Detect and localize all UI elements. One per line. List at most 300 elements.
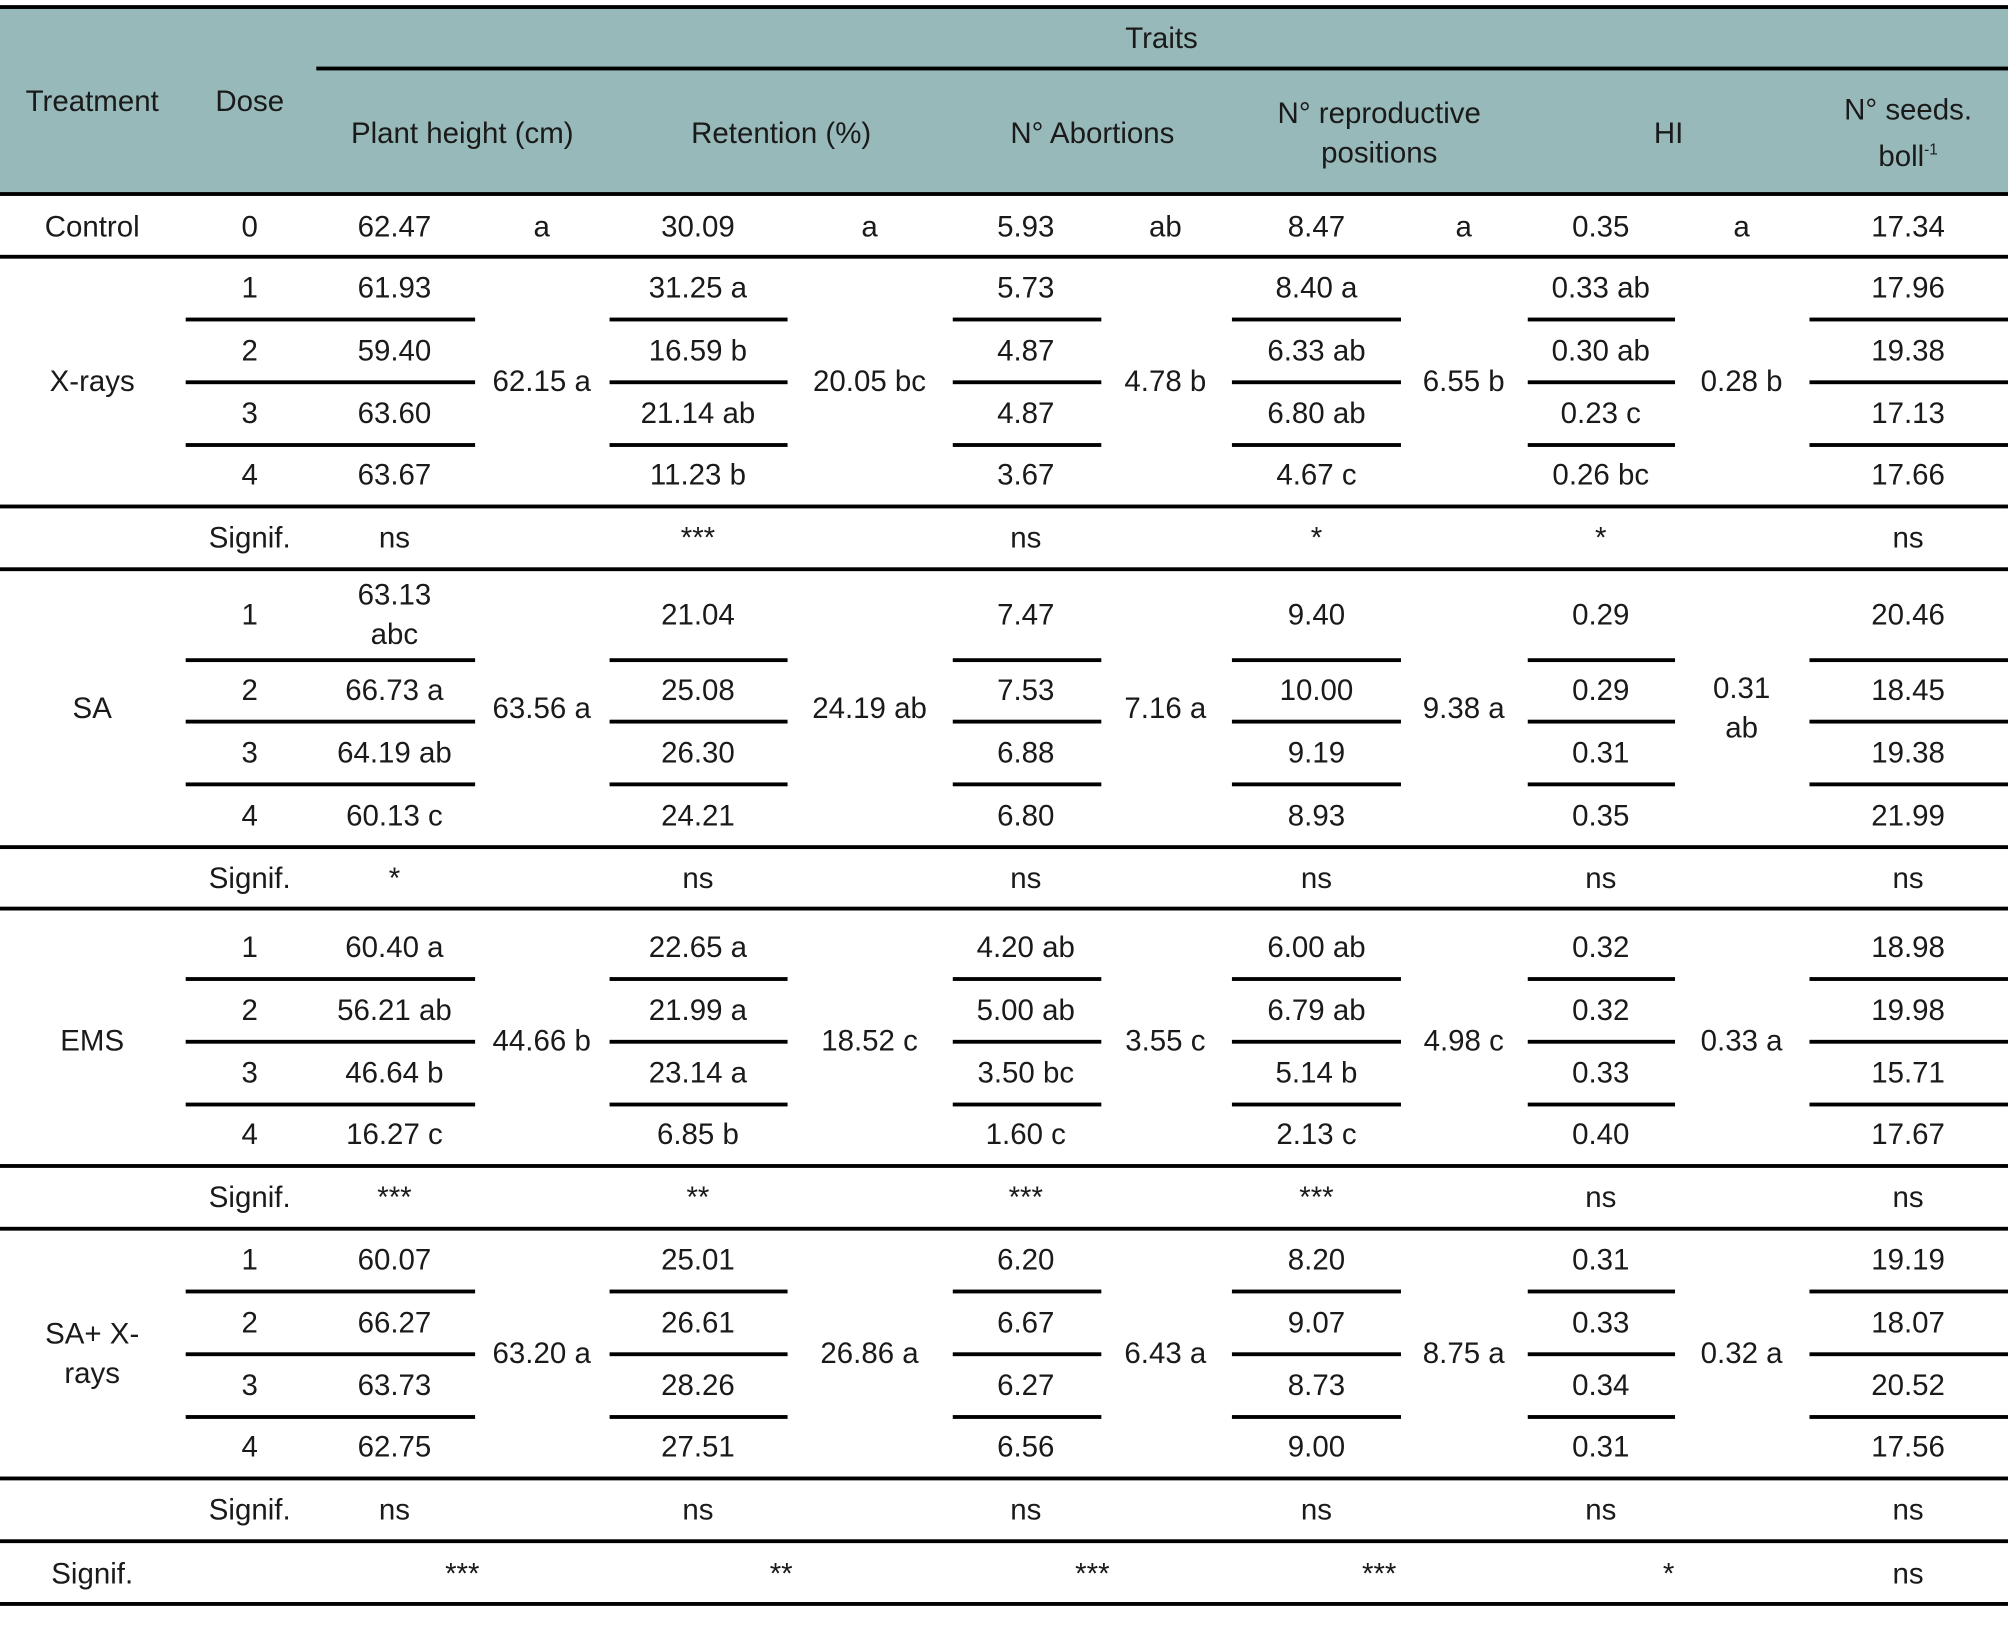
value-cell [1572,991,1629,1031]
value-cell [977,1053,1074,1093]
control-letter [1456,207,1472,247]
signif-value-text: * [1595,520,1607,555]
treatment-label-text: EMS [60,1024,125,1058]
value-cell [1572,1241,1629,1281]
value-cell-text: 26.30 [661,735,735,770]
value-cell-text: 8.20 [1287,1243,1346,1277]
group-mean-text: 0.32 a [1700,1336,1783,1371]
table-rule [1232,1415,1401,1419]
overall-signif-value [1362,1554,1396,1594]
value-cell [1572,595,1629,635]
value-cell-text: 5.73 [997,271,1055,305]
value-cell-text: 59.40 [357,333,432,367]
value-cell [997,331,1054,371]
value-cell [997,595,1054,635]
value-cell [1552,331,1650,371]
value-cell-text: 0.31 [1572,1243,1630,1277]
value-cell-text: 6.88 [997,735,1055,770]
value-cell-text: 63.13 abc [357,577,432,651]
value-cell [997,796,1054,836]
value-cell [1572,1365,1629,1405]
value-cell [358,1241,432,1281]
table-rule [1528,1102,1675,1106]
table-rule [610,720,788,724]
table-rule [610,1102,788,1106]
value-cell-text: 17.67 [1871,1117,1945,1152]
value-cell [1288,1365,1345,1405]
value-cell [997,1428,1054,1468]
table-rule [186,977,475,981]
signif-label-text: Signif. [208,1492,291,1527]
control-value [997,207,1054,247]
value-cell-text: 4.87 [997,396,1055,430]
dose-cell [242,733,258,773]
signif-value [1301,1490,1332,1530]
table-rule [0,1477,2008,1481]
value-cell-text: 24.21 [661,798,735,832]
value-cell-text: 63.60 [357,396,432,430]
value-cell-text: 4.67 c [1276,458,1357,492]
dose-cell-text: 2 [241,993,258,1027]
table-rule [186,318,475,322]
group-mean-text: 4.78 b [1124,364,1207,399]
value-cell [1871,1365,1945,1405]
dose-cell-text: 2 [241,1305,258,1339]
value-cell [358,1303,432,1343]
value-cell-text: 63.67 [357,458,432,492]
value-cell [997,671,1054,711]
treatment-label [73,688,112,728]
group-mean-text: 6.55 b [1422,364,1505,399]
table-rule [1232,1102,1401,1106]
value-cell-text: 8.40 a [1275,271,1358,305]
value-cell [1871,595,1945,635]
overall-signif-value-text: *** [1075,1556,1110,1590]
header-column-line2 [1278,133,1481,173]
table-rule [1528,1040,1675,1044]
value-cell-text: 21.04 [661,597,735,631]
value-cell-text: 16.27 c [346,1117,443,1152]
value-cell-text: 23.14 a [648,1055,748,1089]
signif-value [1010,858,1041,898]
control-letter-text: a [1733,209,1750,243]
value-cell-text: 0.32 [1572,930,1630,965]
group-mean-text: 24.19 ab [812,690,927,725]
treatment-label-text: SA [72,690,112,725]
dose-cell [242,1303,258,1343]
control-letter-text: a [861,209,878,243]
signif-value-text: ns [1010,520,1042,555]
dose-cell [242,796,258,836]
value-cell [358,1428,432,1468]
dose-cell [242,928,258,968]
value-cell-text: 9.19 [1287,735,1346,770]
value-cell [1288,733,1345,773]
overall-signif-value-text: ns [1892,1556,1924,1590]
value-cell [1871,269,1945,309]
value-cell [337,733,452,773]
value-cell [1288,1428,1345,1468]
signif-value-text: * [388,860,401,894]
treatment-label-text: SA+ X-rays [45,1316,140,1390]
value-cell [661,733,735,773]
control-value [1572,207,1629,247]
table-rule [1809,443,2007,447]
value-cell-text: 9.40 [1287,597,1346,631]
table-header-background [0,6,2008,193]
signif-value-text: *** [1299,1180,1334,1214]
header-column-line2 [1844,130,1972,176]
signif-value-text: ns [378,1492,410,1527]
table-rule [1809,380,2007,384]
value-cell [1572,671,1629,711]
value-cell [1871,1428,1945,1468]
dose-cell-text: 4 [241,1430,258,1464]
signif-value-text: ns [1892,520,1924,555]
header-column-line1: HI [1653,115,1684,150]
signif-value-text: ns [682,860,714,894]
table-rule [1528,658,1675,662]
value-cell [997,393,1054,433]
value-cell-text: 17.56 [1871,1430,1945,1464]
table-rule [1232,1352,1401,1356]
group-mean-text: 0.28 b [1700,364,1783,399]
table-rule [953,658,1102,662]
control-value-text: 62.47 [357,209,432,243]
signif-value-text: ns [1585,1180,1617,1214]
control-value-text: 30.09 [661,209,735,243]
signif-value-text: ** [686,1180,710,1214]
signif-value-text: ns [378,520,410,555]
value-cell [1572,796,1629,836]
control-letter [1149,207,1182,247]
signif-value [1595,518,1606,558]
value-cell [345,1053,443,1093]
control-letter-text: a [533,209,550,243]
value-cell [358,269,432,309]
group-mean-text: 63.20 a [492,1336,591,1371]
value-cell [358,393,432,433]
value-cell [1267,393,1365,433]
signif-label [209,518,291,558]
value-cell [661,1428,735,1468]
value-cell-text: 6.20 [997,1243,1055,1277]
value-cell-text: 4.20 ab [976,930,1075,965]
table-rule [1528,1415,1675,1419]
table-rule [1232,782,1401,786]
group-mean-text: 0.31 ab [1712,671,1771,745]
group-mean-text: 9.38 a [1422,690,1505,725]
table-rule [0,567,2008,571]
value-cell-text: 9.07 [1287,1305,1346,1339]
signif-value [1299,1178,1333,1218]
control-letter [1733,207,1749,247]
table-rule [1809,720,2007,724]
dose-cell-text: 2 [241,673,258,707]
value-cell [358,456,432,496]
value-cell [1288,1303,1345,1343]
table-rule [1232,443,1401,447]
value-cell [1552,456,1649,496]
group-mean-text: 6.43 a [1124,1336,1207,1371]
value-cell-text: 25.08 [661,673,735,707]
value-cell [1572,1303,1629,1343]
control-value [358,207,432,247]
signif-value [681,518,715,558]
dose-cell [242,1053,258,1093]
value-cell-text: 0.35 [1572,798,1630,832]
value-cell-text: 16.59 b [648,333,748,367]
value-cell-text: 18.45 [1871,673,1945,707]
dose-cell [242,1428,258,1468]
group-mean [493,1334,591,1374]
value-cell-text: 60.13 c [346,798,443,832]
dose-cell-text: 3 [241,735,258,770]
value-cell-text: 20.52 [1871,1368,1945,1402]
dose-cell [242,1365,258,1405]
value-cell [1561,393,1641,433]
table-rule [1528,1290,1675,1294]
table-rule [186,1102,475,1106]
table-rule [1809,1040,2007,1044]
table-rule [953,1415,1102,1419]
group-mean [1125,1022,1205,1062]
value-cell [1871,928,1945,968]
dose-cell-text: 1 [241,1243,258,1277]
overall-signif-value [1075,1554,1109,1594]
table-rule [186,1352,475,1356]
table-rule [1528,318,1675,322]
table-rule [610,1352,788,1356]
value-cell-text: 8.93 [1287,798,1346,832]
overall-signif-value-text: ** [769,1556,793,1590]
overall-signif-value-text: *** [1362,1556,1397,1590]
signif-value-text: ns [1892,860,1924,894]
value-cell-text: 6.67 [997,1305,1055,1339]
value-cell-text: 10.00 [1279,673,1354,707]
value-cell [1871,1115,1945,1155]
table-rule [186,1040,475,1044]
value-cell-text: 0.29 [1572,673,1630,707]
table-rule [1528,380,1675,384]
value-cell-text: 19.38 [1871,735,1945,770]
value-cell [1276,456,1356,496]
signif-value [379,518,410,558]
value-cell [977,991,1075,1031]
value-cell [345,928,443,968]
signif-value-text: *** [680,520,716,555]
table-rule [953,1290,1102,1294]
value-cell [1871,1053,1945,1093]
value-cell-text: 6.85 b [656,1117,739,1152]
value-cell-text: 0.31 [1572,1430,1630,1464]
value-cell-text: 0.31 [1572,735,1630,770]
value-cell [657,1115,739,1155]
value-cell [1871,393,1945,433]
control-letter [533,207,549,247]
control-letter-text: a [1455,209,1472,243]
dose-cell-text: 3 [241,1368,258,1402]
group-mean-text: 7.16 a [1124,690,1207,725]
table-rule [1528,977,1675,981]
value-cell [1276,269,1358,309]
table-rule [953,1352,1102,1356]
table-rule [953,1102,1102,1106]
value-cell-text: 0.32 [1572,993,1630,1027]
signif-value [1893,858,1924,898]
value-cell-text: 63.73 [357,1368,432,1402]
dose-cell [242,1115,258,1155]
header-column-line2-text: boll [1878,138,1925,173]
signif-label-text: Signif. [208,1180,291,1214]
group-mean [821,1022,918,1062]
table-rule [1232,380,1401,384]
table-rule [953,1040,1102,1044]
table-rule [953,443,1102,447]
control-treatment-text: Control [44,209,140,243]
group-mean-text: 4.98 c [1423,1024,1504,1058]
header-column-line1: N° reproductive [1277,96,1481,130]
table-rule [953,318,1102,322]
table-rule [610,380,788,384]
value-cell [649,269,747,309]
value-cell-text: 21.99 a [648,993,748,1027]
signif-value-text: * [1310,520,1323,555]
control-value-text: 0.35 [1572,209,1630,243]
value-cell-text: 6.00 ab [1267,930,1366,965]
value-cell-text: 6.33 ab [1267,333,1366,367]
value-cell [641,393,756,433]
group-mean-text: 62.15 a [492,364,591,399]
value-cell-text: 6.56 [997,1430,1055,1464]
table-rule [0,1164,2008,1168]
value-cell-text: 3.50 bc [977,1055,1075,1089]
signif-label [209,858,291,898]
treatment-label [41,1314,143,1393]
value-cell-text: 1.60 c [985,1117,1066,1152]
value-cell [1276,1053,1358,1093]
value-cell-text: 27.51 [661,1430,735,1464]
signif-value-text: ns [1892,1180,1924,1214]
signif-value [1301,858,1332,898]
table-rule [1809,1102,2007,1106]
signif-label-text: Signif. [208,520,291,555]
signif-value [682,1490,713,1530]
value-cell [1572,1053,1629,1093]
dose-cell [242,393,258,433]
value-cell-text: 62.75 [357,1430,432,1464]
table-rule [1232,1290,1401,1294]
group-mean [1124,1334,1206,1374]
dose-cell-text: 2 [241,333,258,367]
value-cell-text: 19.19 [1871,1243,1945,1277]
group-mean-text: 44.66 b [492,1024,591,1058]
value-cell-text: 26.61 [661,1305,735,1339]
table-rule [186,443,475,447]
table-rule [1232,1040,1401,1044]
overall-signif-value [1663,1554,1674,1594]
value-cell-text: 28.26 [661,1368,735,1402]
value-cell [1871,1303,1945,1343]
value-cell [346,1115,443,1155]
value-cell-text: 64.19 ab [337,735,452,770]
dose-cell-text: 3 [241,1055,258,1089]
value-cell-text: 0.33 ab [1551,271,1650,305]
value-cell [650,456,746,496]
header-column-4 [1654,113,1683,153]
header-column-0 [351,113,574,153]
control-dose-text: 0 [241,209,258,243]
signif-value [379,1490,410,1530]
overall-signif-label [51,1554,133,1594]
group-mean [820,1334,918,1374]
table-rule [1232,318,1401,322]
group-mean [1124,362,1206,402]
group-mean [1124,688,1206,728]
value-cell [997,1365,1054,1405]
value-cell [997,269,1054,309]
value-cell [337,991,452,1031]
value-cell [661,796,735,836]
value-cell [661,1303,735,1343]
table-rule [610,1040,788,1044]
value-cell [1288,796,1345,836]
value-cell [1552,269,1650,309]
value-cell-text: 6.79 ab [1267,993,1366,1027]
value-cell [358,331,432,371]
value-cell [1280,671,1354,711]
signif-value-text: *** [1008,1180,1043,1214]
table-rule [953,977,1102,981]
group-mean [1701,1334,1783,1374]
table-rule [0,907,2008,911]
signif-value [1585,1178,1616,1218]
table-rule [186,782,475,786]
control-letter [861,207,877,247]
value-cell-text: 17.13 [1871,396,1945,430]
dose-cell-text: 1 [241,930,258,965]
value-cell-text: 60.07 [357,1243,432,1277]
value-cell-text: 2.13 c [1276,1117,1357,1152]
value-cell [1572,928,1629,968]
value-cell-text: 6.80 [997,798,1055,832]
dose-cell-text: 4 [241,458,258,492]
overall-signif-value [445,1554,479,1594]
group-mean [812,688,927,728]
group-mean [1701,362,1783,402]
dose-cell [242,991,258,1031]
value-cell-text: 66.27 [357,1305,432,1339]
group-mean [493,688,591,728]
header-column-5 [1844,90,1972,176]
dose-cell [242,595,258,635]
value-cell [1871,796,1945,836]
overall-signif-label-text: Signif. [51,1556,134,1590]
value-cell [1267,331,1365,371]
value-cell [346,796,443,836]
value-cell [343,575,445,654]
group-mean-text: 63.56 a [492,690,591,725]
value-cell [345,671,443,711]
value-cell-text: 0.23 c [1560,396,1641,430]
value-cell-text: 18.07 [1871,1305,1945,1339]
header-column-line2-text: positions [1321,135,1438,170]
value-cell-text: 7.47 [997,597,1055,631]
table-rule [186,1290,475,1294]
header-column-line1: N° seeds. [1844,92,1973,127]
value-cell [1871,456,1945,496]
dose-cell-text: 1 [241,271,258,305]
